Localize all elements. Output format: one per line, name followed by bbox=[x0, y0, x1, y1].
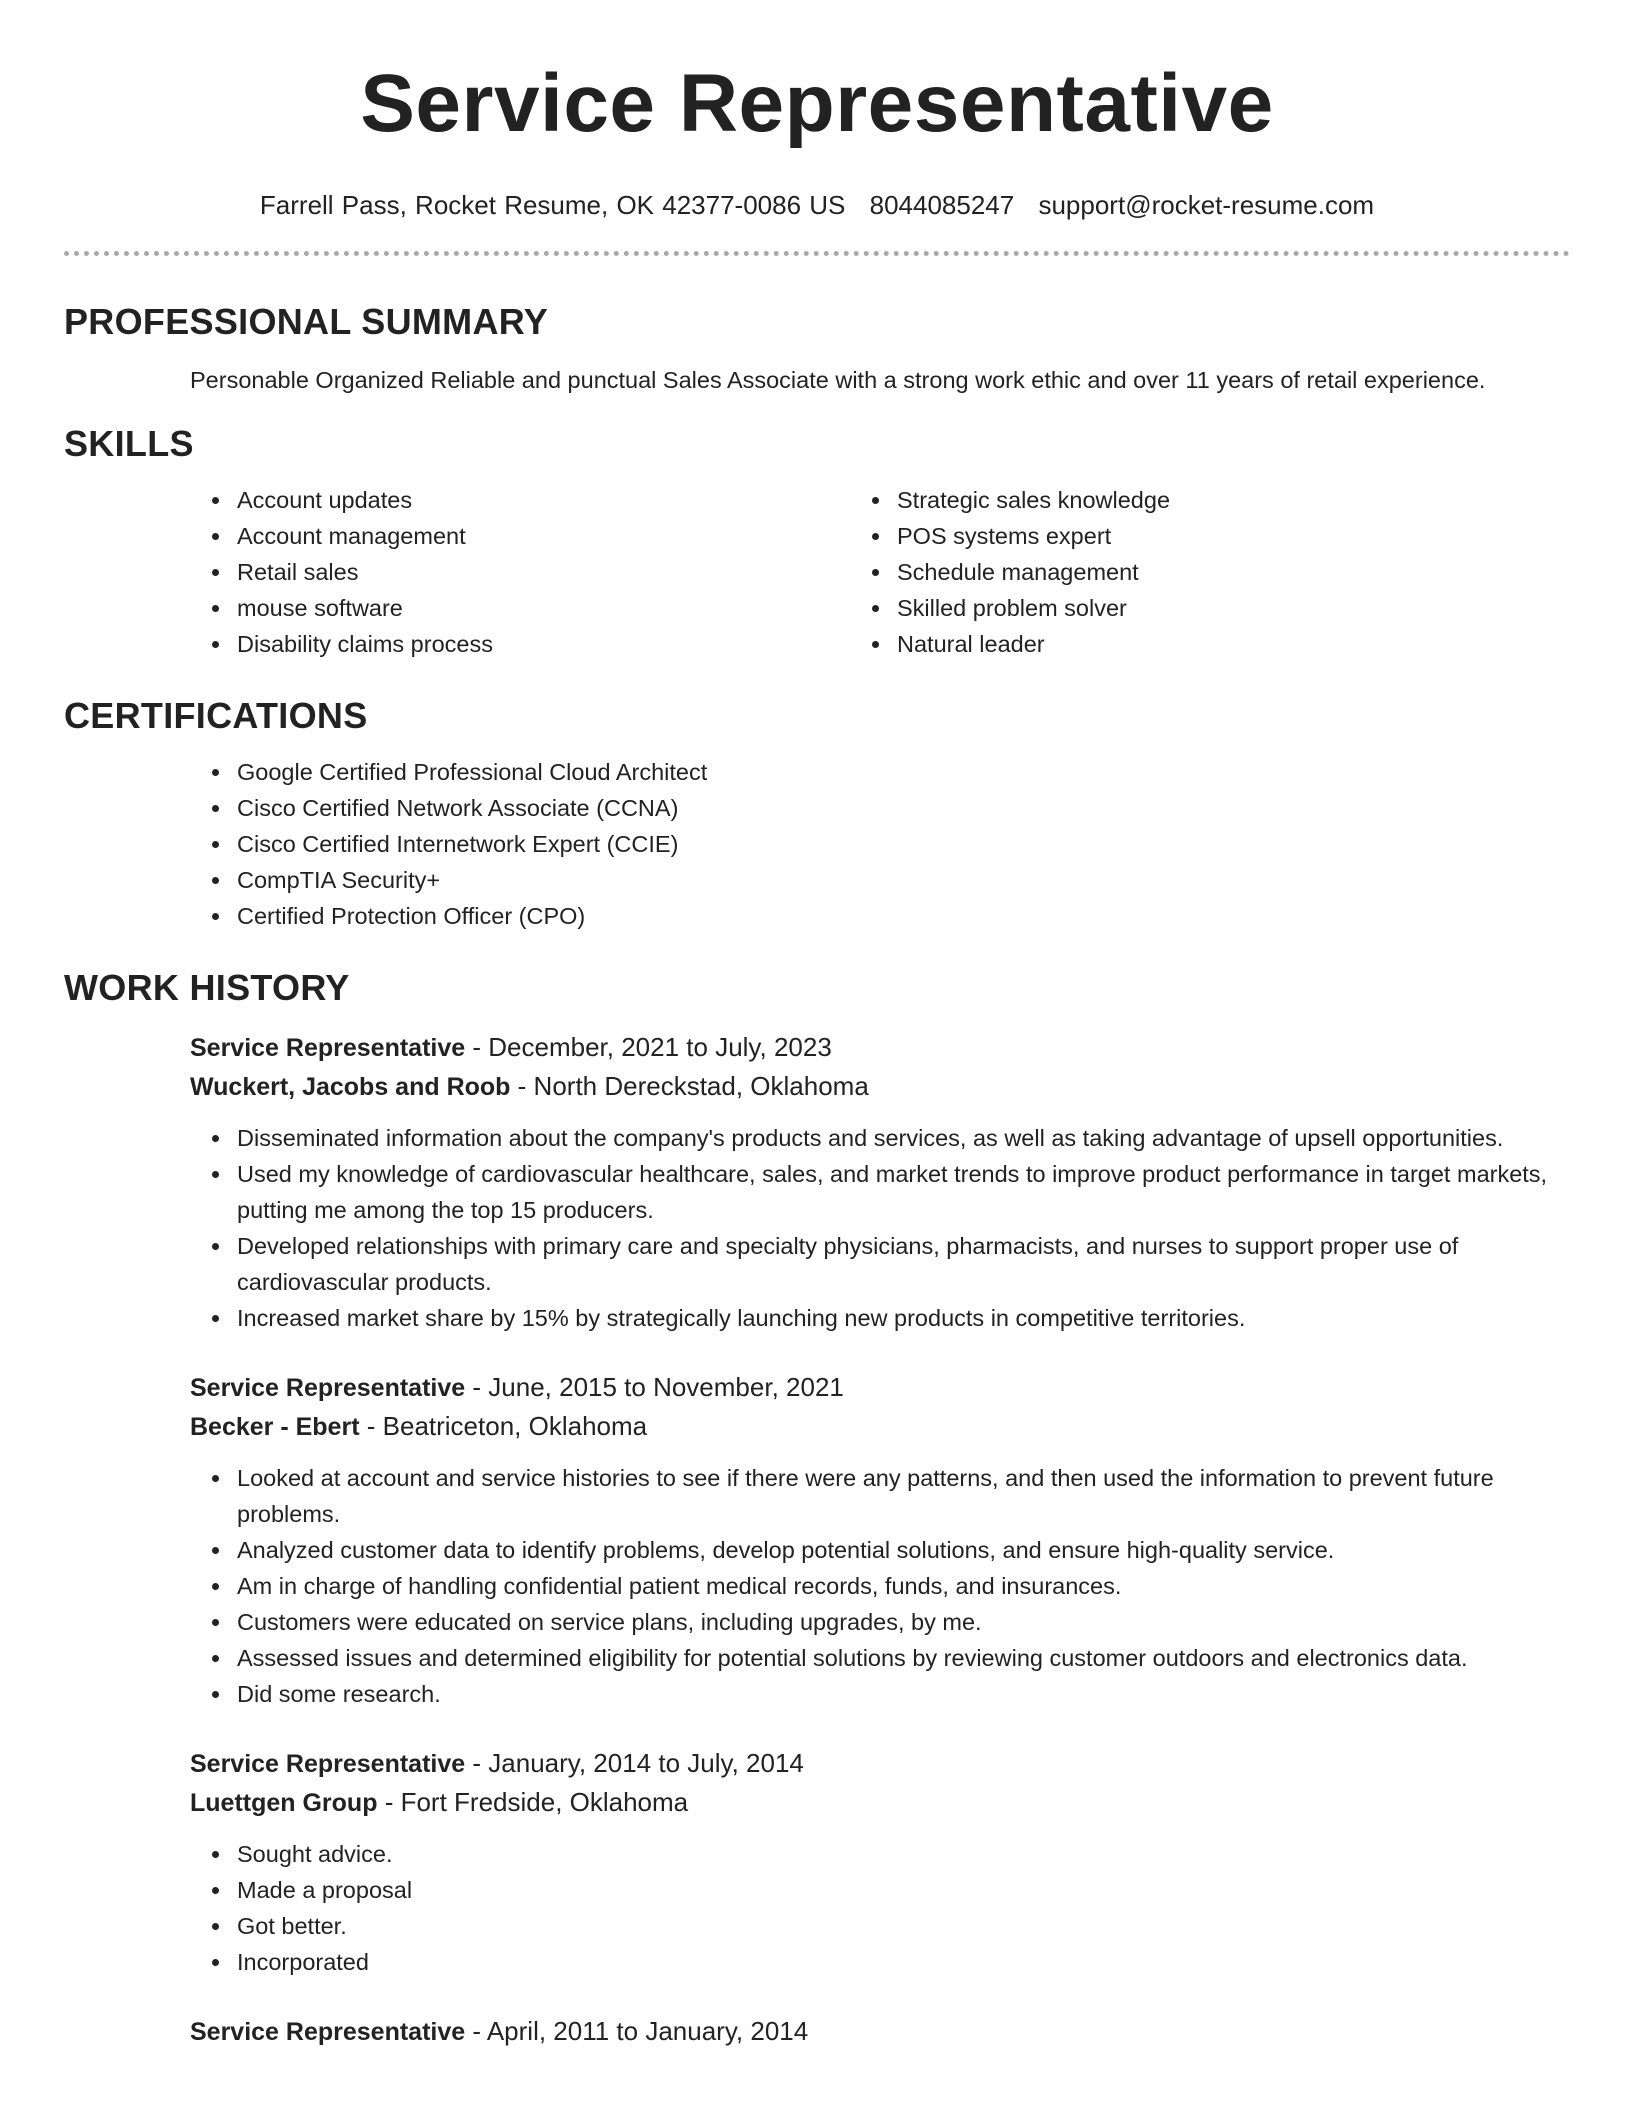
candidate-name: Service Representative bbox=[360, 58, 1274, 149]
list-item: • Am in charge of handling confidential patient medical records, funds, and insurances. bbox=[233, 1568, 1570, 1604]
list-item: • Assessed issues and determined eligibility for potential solutions by reviewing customer outdoors and electronics data. bbox=[233, 1640, 1570, 1676]
job-title: Service Representative bbox=[190, 1750, 466, 1778]
list-item: • Incorporated bbox=[233, 1944, 1570, 1980]
certifications-section bbox=[64, 694, 1570, 934]
list-item: • Account updates bbox=[233, 482, 744, 518]
job-company-line bbox=[190, 1783, 1570, 1822]
summary-heading: PROFESSIONAL SUMMARY bbox=[64, 301, 549, 342]
list-item: • Certified Protection Officer (CPO) bbox=[233, 898, 1570, 934]
list-item: • CompTIA Security+ bbox=[233, 862, 1570, 898]
work-history-heading: WORK HISTORY bbox=[64, 967, 350, 1008]
list-item: • Used my knowledge of cardiovascular healthcare, sales, and market trends to improve product performance in target markets, putting me among the top 15 producers. bbox=[233, 1156, 1570, 1228]
list-item: • Google Certified Professional Cloud Architect bbox=[233, 754, 1570, 790]
job-company-line bbox=[190, 1407, 1570, 1446]
skills-grid bbox=[64, 482, 1570, 662]
summary-section bbox=[64, 300, 1570, 396]
certifications-heading: CERTIFICATIONS bbox=[64, 695, 368, 736]
job-entry bbox=[64, 1368, 1570, 1712]
list-item: • Made a proposal bbox=[233, 1872, 1570, 1908]
job-company: Wuckert, Jacobs and Roob bbox=[190, 1073, 511, 1101]
job-title: Service Representative bbox=[190, 1374, 466, 1402]
list-item: • Account management bbox=[233, 518, 744, 554]
list-item: • Disseminated information about the company's products and services, as well as taking advantage of upsell opportunities. bbox=[233, 1120, 1570, 1156]
list-item: • Natural leader bbox=[893, 626, 1170, 662]
job-title: Service Representative bbox=[190, 2018, 466, 2046]
list-item: • Retail sales bbox=[233, 554, 744, 590]
job-bullets bbox=[190, 1120, 1570, 1336]
list-item: • Increased market share by 15% by strategically launching new products in competitive territories. bbox=[233, 1300, 1570, 1336]
contact-phone: 8044085247 bbox=[869, 190, 1015, 220]
job-dates: - January, 2014 to July, 2014 bbox=[465, 1748, 804, 1778]
list-item: • Customers were educated on service plans, including upgrades, by me. bbox=[233, 1604, 1570, 1640]
contact-address: Farrell Pass, Rocket Resume, OK 42377-0086 US bbox=[259, 190, 846, 220]
list-item: • Disability claims process bbox=[233, 626, 744, 662]
job-dates: - April, 2011 to January, 2014 bbox=[465, 2016, 809, 2046]
list-item: • Cisco Certified Internetwork Expert (CCIE) bbox=[233, 826, 1570, 862]
job-dates: - December, 2021 to July, 2023 bbox=[465, 1032, 832, 1062]
job-location: - Beatriceton, Oklahoma bbox=[359, 1411, 648, 1441]
job-location: - Fort Fredside, Oklahoma bbox=[377, 1787, 689, 1817]
job-company: Becker - Ebert bbox=[190, 1413, 360, 1441]
skills-heading: SKILLS bbox=[64, 423, 194, 464]
summary-text: Personable Organized Reliable and punctual Sales Associate with a strong work ethic and over 11 years of retail experience. bbox=[190, 367, 1486, 393]
skills-list-right bbox=[744, 482, 1170, 662]
job-dates: - June, 2015 to November, 2021 bbox=[465, 1372, 844, 1402]
contact-line bbox=[64, 189, 1570, 221]
job-entry bbox=[64, 1028, 1570, 1336]
list-item: • Schedule management bbox=[893, 554, 1170, 590]
list-item: • Analyzed customer data to identify problems, develop potential solutions, and ensure high-quality service. bbox=[233, 1532, 1570, 1568]
job-title-line bbox=[190, 1368, 1570, 1407]
list-item: • Skilled problem solver bbox=[893, 590, 1170, 626]
list-item: • Did some research. bbox=[233, 1676, 1570, 1712]
job-company: Luettgen Group bbox=[190, 1789, 378, 1817]
job-title: Service Representative bbox=[190, 1034, 466, 1062]
list-item: • mouse software bbox=[233, 590, 744, 626]
job-company-line bbox=[190, 1067, 1570, 1106]
list-item: • Looked at account and service histories to see if there were any patterns, and then used the information to prevent future problems. bbox=[233, 1460, 1570, 1532]
job-title-line bbox=[190, 1028, 1570, 1067]
list-item: • Got better. bbox=[233, 1908, 1570, 1944]
header-divider bbox=[64, 251, 1570, 256]
list-item: • POS systems expert bbox=[893, 518, 1170, 554]
resume-page bbox=[64, 0, 1570, 2051]
job-entry bbox=[64, 1744, 1570, 1980]
contact-email: support@rocket-resume.com bbox=[1038, 190, 1375, 220]
list-item: • Strategic sales knowledge bbox=[893, 482, 1170, 518]
list-item: • Sought advice. bbox=[233, 1836, 1570, 1872]
job-location: - North Dereckstad, Oklahoma bbox=[510, 1071, 869, 1101]
skills-list-left bbox=[64, 482, 744, 662]
skills-section bbox=[64, 422, 1570, 662]
job-title-line bbox=[190, 1744, 1570, 1783]
job-bullets bbox=[190, 1836, 1570, 1980]
job-bullets bbox=[190, 1460, 1570, 1712]
job-title-line bbox=[190, 2012, 1570, 2051]
list-item: • Cisco Certified Network Associate (CCNA) bbox=[233, 790, 1570, 826]
certifications-list bbox=[64, 754, 1570, 934]
work-history-section bbox=[64, 966, 1570, 2051]
job-entry bbox=[64, 2012, 1570, 2051]
list-item: • Developed relationships with primary care and specialty physicians, pharmacists, and nurses to support proper use of cardiovascular products. bbox=[233, 1228, 1570, 1300]
